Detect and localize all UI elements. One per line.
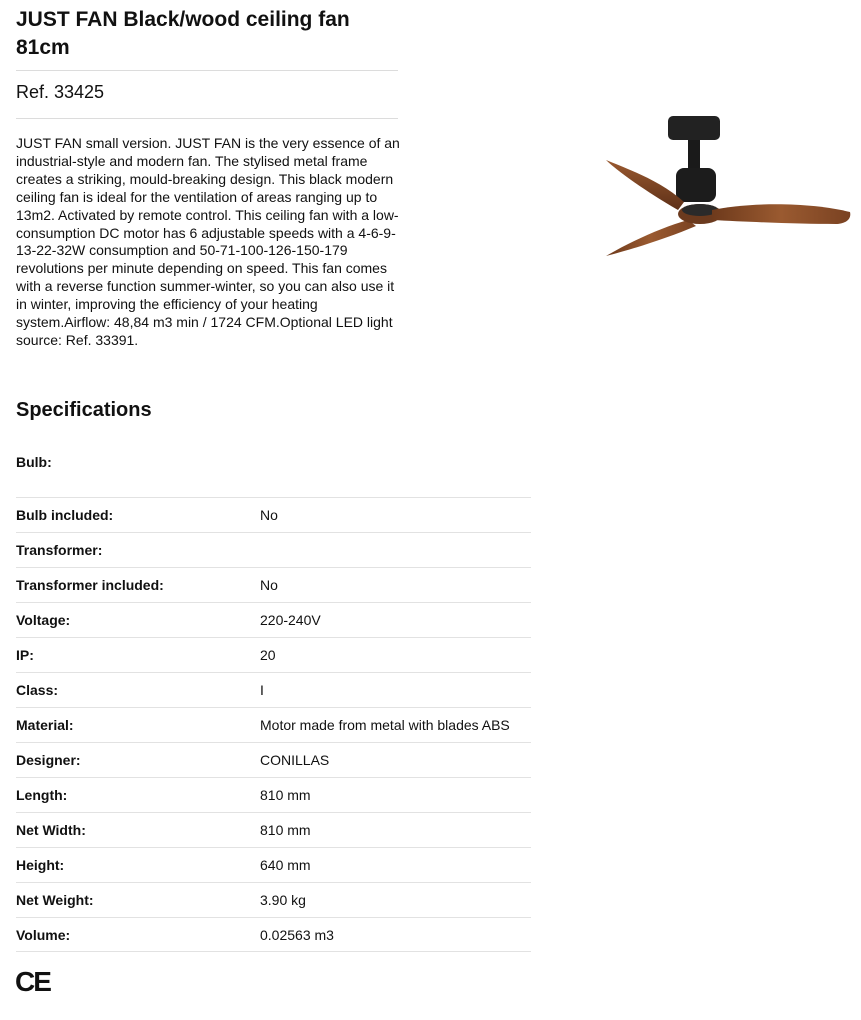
spec-value: No (260, 577, 278, 593)
ceiling-fan-image (600, 110, 855, 270)
spec-label: IP: (16, 647, 34, 663)
specifications-table (16, 444, 531, 952)
spec-value: 640 mm (260, 857, 311, 873)
spec-label: Height: (16, 857, 65, 873)
spec-value: 0.02563 m3 (260, 926, 334, 943)
spec-label: Bulb: (16, 454, 52, 470)
spec-value: Motor made from metal with blades ABS (260, 717, 510, 733)
spec-row (16, 497, 531, 532)
fan-downrod (688, 140, 700, 170)
spec-label: Designer: (16, 752, 81, 768)
spec-value: No (260, 507, 278, 523)
spec-row (16, 742, 531, 777)
spec-label: Material: (16, 717, 74, 733)
spec-value: 20 (260, 647, 276, 663)
spec-value: I (260, 682, 264, 698)
fan-motor (676, 168, 716, 202)
spec-label: Volume: (16, 926, 71, 943)
spec-label: Bulb included: (16, 507, 114, 523)
specifications-heading: Specifications (16, 399, 152, 421)
spec-label: Transformer: (16, 542, 103, 558)
spec-value: 220-240V (260, 612, 321, 628)
fan-canopy (668, 116, 720, 140)
spec-value: 810 mm (260, 822, 311, 838)
spec-row (16, 882, 531, 917)
spec-row (16, 444, 531, 497)
spec-row (16, 777, 531, 812)
fan-blade-left (606, 160, 684, 210)
spec-value: CONILLAS (260, 752, 330, 768)
spec-label: Net Width: (16, 822, 86, 838)
fan-blade-right (712, 204, 850, 224)
spec-row (16, 532, 531, 567)
product-description: JUST FAN small version. JUST FAN is the very essence of an industrial-style and modern fan. The stylised metal frame creates a striking, mould-breaking design. This black modern ceiling fan is ideal for the ventilation of areas ranging up to 13m2. Activated by remote control. This ceiling fan with a low-consumption DC motor has 6 adjustable speeds with a 4-6-9-13-22-32W consumption and 50-71-100-126-150-179 revolutions per minute depending on speed. This fan comes with a reverse function summer-winter, so you can also use it in winter, improving the efficiency of your heating system.Airflow: 48,84 m3 min / 1724 CFM.Optional LED light source: Ref. 33391. (16, 135, 400, 348)
spec-value: 810 mm (260, 787, 311, 803)
spec-label: Length: (16, 787, 68, 803)
spec-label: Voltage: (16, 612, 71, 628)
spec-row (16, 812, 531, 847)
spec-label: Class: (16, 682, 59, 698)
spec-row (16, 602, 531, 637)
product-title: JUST FAN Black/wood ceiling fan 81cm (16, 8, 350, 59)
spec-row (16, 917, 531, 952)
spec-row (16, 637, 531, 672)
fan-blade-bottom (606, 220, 696, 256)
spec-label: Transformer included: (16, 577, 164, 593)
ce-mark-icon: CE (15, 966, 50, 997)
spec-label: Net Weight: (16, 892, 94, 908)
spec-row (16, 672, 531, 707)
spec-row (16, 847, 531, 882)
reference-divider (16, 118, 398, 119)
spec-row (16, 707, 531, 742)
title-divider (16, 70, 398, 71)
spec-row (16, 567, 531, 602)
spec-value: 3.90 kg (260, 892, 306, 908)
product-reference: Ref. 33425 (16, 82, 105, 102)
